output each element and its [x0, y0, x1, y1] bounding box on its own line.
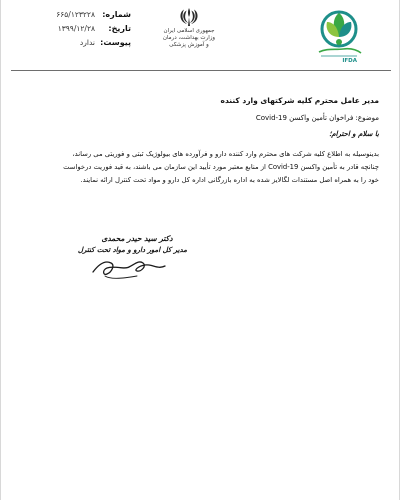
letter-paragraph — [17, 148, 379, 187]
meta-date-label: تاریخ: — [108, 24, 131, 33]
meta-date-row — [19, 24, 131, 38]
paragraph-line-1: بدینوسیله به اطلاع کلیه شرکت های محترم وارد کننده دارو و فرآورده های بیولوژیک ثبتی و فوریتی می رساند، — [72, 150, 379, 158]
addressee-line: مدیر عامل محترم کلیه شرکتهای وارد کننده — [220, 96, 379, 105]
meta-attachment-value: ندارد — [79, 38, 95, 47]
ministry-emblem-block — [149, 6, 229, 58]
meta-number-label: شماره: — [102, 10, 131, 19]
paragraph-line-2: چنانچه قادر به تأمین واکسن Covid-19 از منابع معتبر مورد تأیید این سازمان می باشند، به قید فوریت درخواست — [63, 163, 379, 171]
letter-meta — [19, 10, 131, 52]
svg-text:IFDA: IFDA — [342, 58, 357, 64]
meta-attachment-row — [19, 38, 131, 52]
signer-title: مدیر کل امور دارو و مواد تحت کنترل — [77, 245, 187, 254]
emblem-line-1: جمهوری اسلامی ایران — [163, 28, 215, 34]
emblem-line-3: و آموزش پزشکی — [169, 42, 209, 48]
fda-logo-icon — [313, 8, 365, 64]
meta-number-value: ۶۶۵/۱۲۳۲۲۸ — [56, 10, 95, 19]
meta-date-value: ۱۳۹۹/۱۲/۲۸ — [57, 24, 95, 33]
signer-name: دکتر سید حیدر محمدی — [101, 234, 173, 243]
meta-number-row — [19, 10, 131, 24]
subject-line: موضوع: فراخوان تأمین واکسن Covid-19 — [255, 114, 379, 122]
salutation-line: با سلام و احترام؛ — [329, 130, 379, 138]
paragraph-line-3: خود را به همراه اصل مستندات لگالایز شده به اداره بازرگانی اداره کل دارو و مواد تحت کنترل ارائه نمایند. — [80, 176, 379, 184]
emblem-line-2: وزارت بهداشت، درمان — [162, 35, 216, 41]
iran-emblem-icon — [177, 6, 201, 28]
meta-attachment-label: پیوست: — [100, 38, 131, 47]
handwritten-signature — [85, 250, 175, 290]
header-divider — [11, 70, 391, 71]
